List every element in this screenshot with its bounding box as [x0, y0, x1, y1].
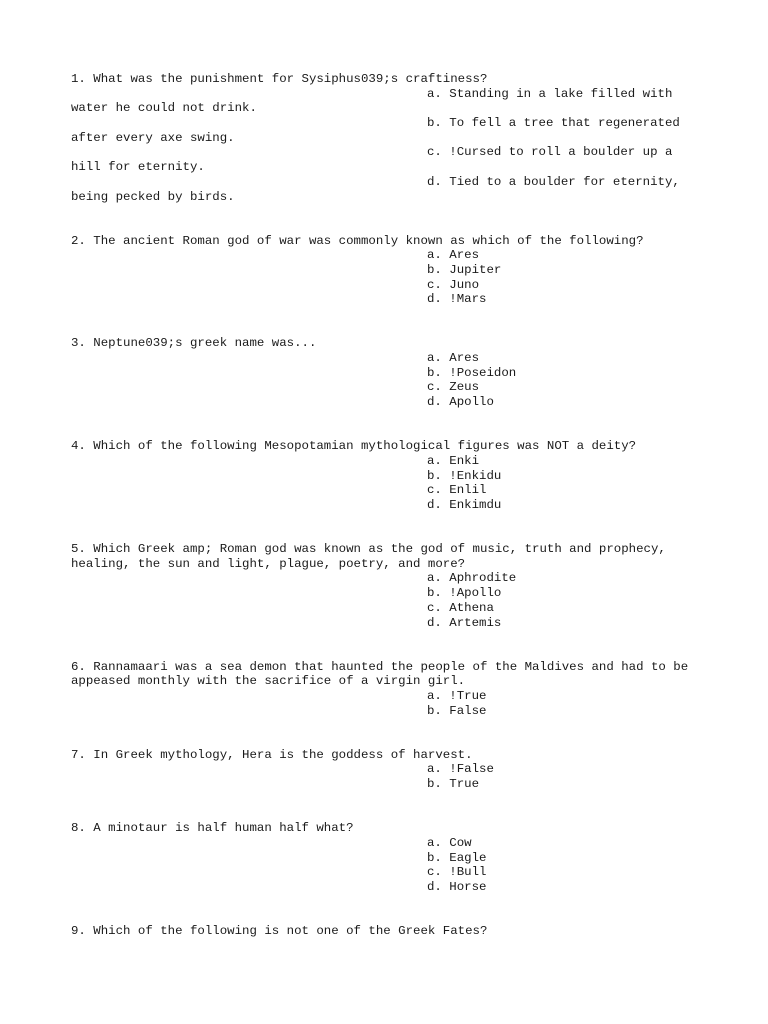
question-3: [71, 336, 731, 409]
answer-option: c. Athena: [427, 600, 494, 615]
answer-option: b. !Poseidon: [427, 365, 517, 380]
answer-option: d. !Mars: [427, 292, 487, 307]
question-7: [71, 748, 731, 792]
answer-option: d. Artemis: [427, 615, 502, 630]
answer-option: c. Juno: [427, 277, 480, 292]
answer-option: d. Tied to a boulder for eternity,: [427, 174, 680, 189]
question-1: [71, 72, 731, 204]
question-6: [71, 660, 731, 719]
answer-option: b. Eagle: [427, 850, 487, 865]
answer-option: a. Ares: [427, 248, 480, 263]
answer-option: c. Zeus: [427, 380, 480, 395]
answer-option: b. !Enkidu: [427, 468, 502, 483]
question-text: 5. Which Greek amp; Roman god was known as the god of music, truth and prophecy,: [71, 542, 666, 557]
answer-option: a. Standing in a lake filled with: [427, 86, 673, 101]
answer-option: b. Jupiter: [427, 262, 502, 277]
question-text: 4. Which of the following Mesopotamian mythological figures was NOT a deity?: [71, 439, 637, 454]
answer-option-continuation: after every axe swing.: [71, 130, 235, 145]
answer-option-continuation: water he could not drink.: [71, 101, 257, 116]
question-text: appeased monthly with the sacrifice of a virgin girl.: [71, 674, 466, 689]
question-text: 8. A minotaur is half human half what?: [71, 821, 354, 836]
question-8: [71, 821, 731, 894]
question-text: 2. The ancient Roman god of war was commonly known as which of the following?: [71, 233, 644, 248]
question-2: [71, 234, 731, 307]
answer-option: a. !False: [427, 762, 494, 777]
answer-option: a. !True: [427, 688, 487, 703]
answer-option-continuation: hill for eternity.: [71, 160, 205, 175]
answer-option: b. True: [427, 777, 480, 792]
answer-option: b. To fell a tree that regenerated: [427, 116, 680, 131]
answer-option-continuation: being pecked by birds.: [71, 189, 235, 204]
answer-option: a. Enki: [427, 453, 480, 468]
question-4: [71, 439, 731, 512]
answer-option: c. !Cursed to roll a boulder up a: [427, 145, 673, 160]
question-text: healing, the sun and light, plague, poetry, and more?: [71, 556, 466, 571]
answer-option: a. Aphrodite: [427, 571, 517, 586]
question-text: 6. Rannamaari was a sea demon that haunted the people of the Maldives and had to be: [71, 659, 689, 674]
question-text: 1. What was the punishment for Sysiphus039;s craftiness?: [71, 72, 488, 86]
answer-option: d. Horse: [427, 879, 487, 894]
question-text: 9. Which of the following is not one of the Greek Fates?: [71, 924, 488, 938]
answer-option: b. False: [427, 703, 487, 718]
answer-option: d. Apollo: [427, 395, 494, 410]
question-text: 7. In Greek mythology, Hera is the goddess of harvest.: [71, 747, 473, 762]
answer-option: d. Enkimdu: [427, 497, 502, 512]
question-text: 3. Neptune039;s greek name was...: [71, 336, 317, 351]
question-5: [71, 542, 731, 630]
answer-option: a. Ares: [427, 351, 480, 366]
question-9: [71, 924, 731, 939]
answer-option: c. Enlil: [427, 483, 487, 498]
answer-option: b. !Apollo: [427, 586, 502, 601]
quiz-document: [71, 72, 731, 939]
answer-option: c. !Bull: [427, 865, 487, 880]
answer-option: a. Cow: [427, 835, 472, 850]
